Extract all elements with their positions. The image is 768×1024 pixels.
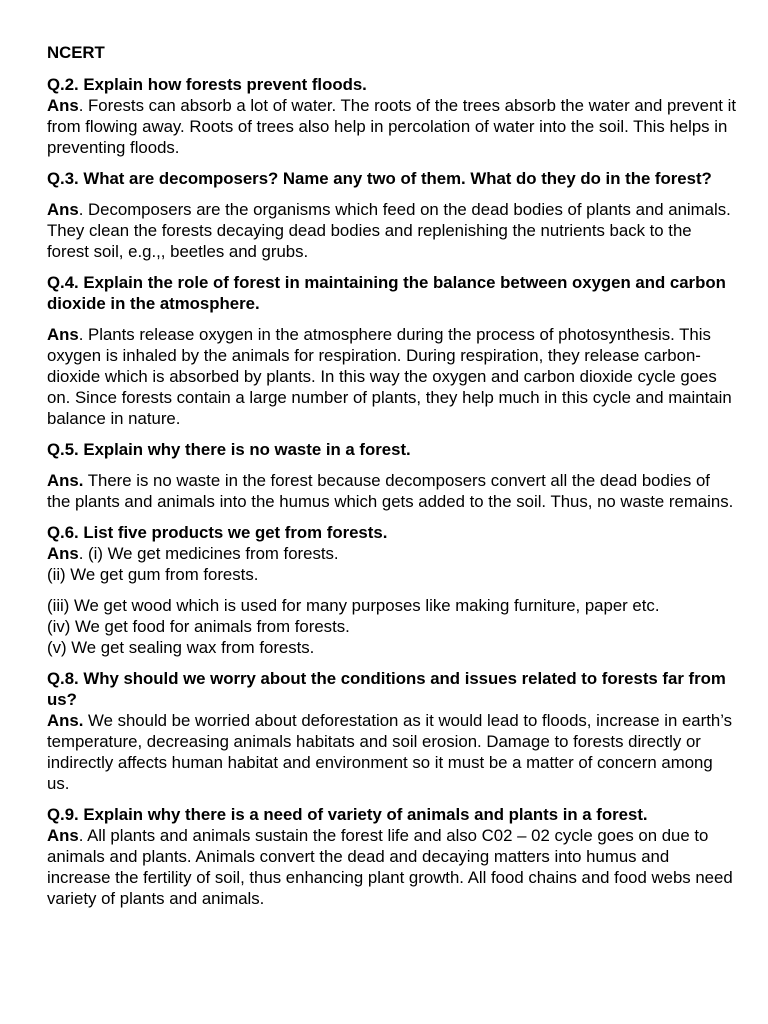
answer-item-3: (iii) We get wood which is used for many purposes like making furniture, paper etc. <box>47 596 660 615</box>
answer-item-1: . (i) We get medicines from forests. <box>78 544 339 563</box>
answer-label: Ans. <box>47 471 84 490</box>
answer-body: . Decomposers are the organisms which feed on the dead bodies of plants and animals. They clean the forests decaying dead bodies and replenishing the nutrients back to the forest soil, e.g.,, beetles and grubs. <box>47 200 731 261</box>
question-block-q3 <box>47 168 737 262</box>
question-block-q6 <box>47 522 737 658</box>
answer-text <box>47 710 737 794</box>
question-text: Q.2. Explain how forests prevent floods. <box>47 75 367 94</box>
answer-text <box>47 324 737 429</box>
answer-body: . Forests can absorb a lot of water. The roots of the trees absorb the water and prevent it from flowing away. Roots of trees also help in percolation of water into the soil. This helps in preventing floods. <box>47 96 737 157</box>
answer-label: Ans <box>47 544 79 563</box>
question-block-q5 <box>47 439 737 512</box>
question-text: Q.5. Explain why there is no waste in a forest. <box>47 440 411 459</box>
question-block-q9 <box>47 804 737 909</box>
question-block-q8 <box>47 668 737 794</box>
question-block-q2 <box>47 74 737 158</box>
question-text: Q.8. Why should we worry about the conditions and issues related to forests far from us? <box>47 669 726 709</box>
document-page <box>47 42 737 909</box>
answer-label: Ans <box>47 200 79 219</box>
question-text: Q.9. Explain why there is a need of variety of animals and plants in a forest. <box>47 805 648 824</box>
answer-text <box>47 470 737 512</box>
answer-label: Ans <box>47 826 79 845</box>
document-heading: NCERT <box>47 43 105 62</box>
question-block-q4 <box>47 272 737 429</box>
answer-text <box>47 95 737 158</box>
answer-body: There is no waste in the forest because decomposers convert all the dead bodies of the plants and animals into the humus which gets added to the soil. Thus, no waste remains. <box>47 471 734 511</box>
answer-item-4: (iv) We get food for animals from forests. <box>47 617 350 636</box>
answer-body: . Plants release oxygen in the atmosphere during the process of photosynthesis. This oxygen is inhaled by the animals for respiration. During respiration, they release carbon-dioxide which is absorbed by plants. In this way the oxygen and carbon dioxide cycle goes on. Since forests contain a large number of plants, they help much in this cycle and maintain balance in nature. <box>47 325 732 428</box>
answer-item-5: (v) We get sealing wax from forests. <box>47 638 315 657</box>
question-text: Q.3. What are decomposers? Name any two of them. What do they do in the forest? <box>47 169 712 188</box>
answer-body: We should be worried about deforestation as it would lead to floods, increase in earth’s temperature, decreasing animals habitats and soil erosion. Damage to forests directly or indirectly affects human habitat and environment so it must be a matter of concern among us. <box>47 711 733 793</box>
answer-label: Ans <box>47 325 79 344</box>
question-text: Q.6. List five products we get from forests. <box>47 523 388 542</box>
answer-body: . All plants and animals sustain the forest life and also C02 – 02 cycle goes on due to animals and plants. Animals convert the dead and decaying matters into humus and increase the fertility of soil, thus enhancing plant growth. All food chains and food webs need variety of plants and animals. <box>47 826 733 908</box>
answer-text <box>47 825 737 909</box>
answer-text <box>47 199 737 262</box>
answer-item <box>47 543 737 564</box>
answer-item-2: (ii) We get gum from forests. <box>47 565 259 584</box>
answer-label: Ans. <box>47 711 84 730</box>
answer-label: Ans <box>47 96 79 115</box>
question-text: Q.4. Explain the role of forest in maintaining the balance between oxygen and carbon dioxide in the atmosphere. <box>47 273 726 313</box>
